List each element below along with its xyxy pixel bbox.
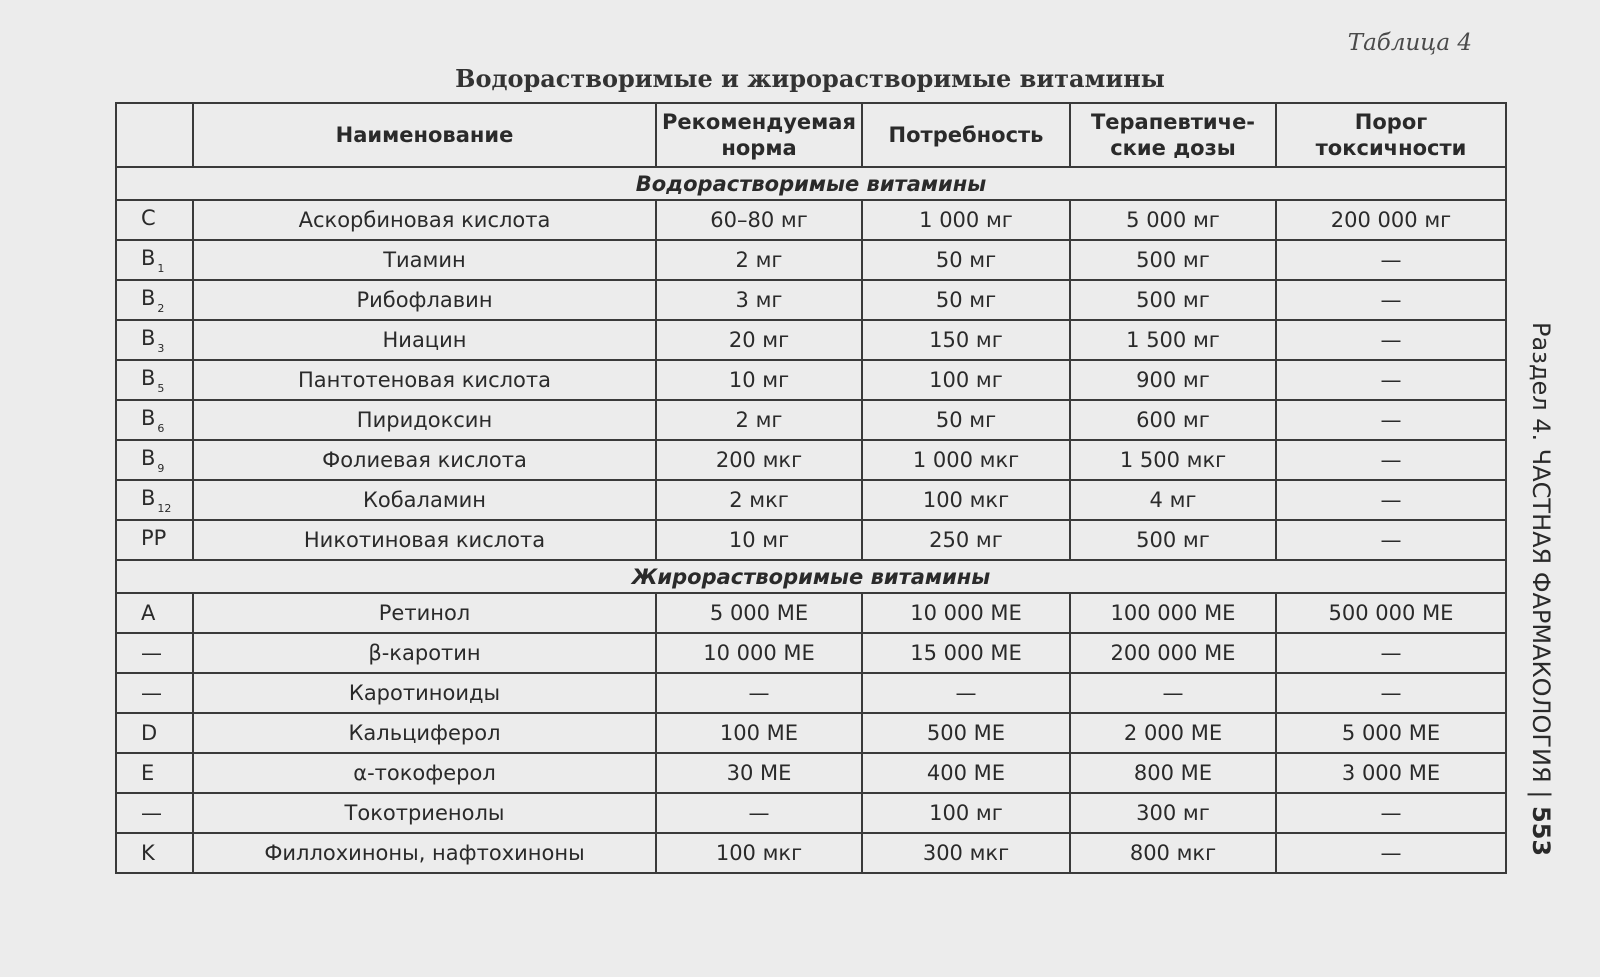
vitamin-name: Рибофлавин: [193, 280, 656, 320]
vitamin-letter: B: [141, 365, 156, 390]
therapeutic-dose: 600 мг: [1070, 400, 1276, 440]
vitamin-code: —: [116, 793, 193, 833]
table-row: [116, 593, 1506, 633]
vitamin-code: E: [116, 753, 193, 793]
vitamin-code: [116, 320, 193, 360]
therapeutic-dose: 1 500 мг: [1070, 320, 1276, 360]
requirement: 15 000 МЕ: [862, 633, 1070, 673]
table-row: [116, 240, 1506, 280]
section-water-soluble: Водорастворимые витамины: [116, 167, 1506, 200]
therapeutic-dose: 1 500 мкг: [1070, 440, 1276, 480]
recommended-norm: 5 000 МЕ: [656, 593, 862, 633]
page-number: 553: [1527, 806, 1555, 857]
therapeutic-dose: 500 мг: [1070, 280, 1276, 320]
table-row: [116, 400, 1506, 440]
therapeutic-dose: —: [1070, 673, 1276, 713]
therapeutic-dose: 900 мг: [1070, 360, 1276, 400]
table-row: [116, 480, 1506, 520]
vitamin-subscript: 6: [157, 421, 165, 435]
vitamin-name: Никотиновая кислота: [193, 520, 656, 560]
requirement: 300 мкг: [862, 833, 1070, 873]
vitamin-subscript: 3: [157, 341, 165, 355]
recommended-norm: 30 МЕ: [656, 753, 862, 793]
table-row: [116, 633, 1506, 673]
vitamin-letter: B: [141, 325, 156, 350]
vitamin-subscript: 12: [157, 501, 172, 515]
section-row: [116, 560, 1506, 593]
vitamin-name: α-токоферол: [193, 753, 656, 793]
vitamin-subscript: 2: [157, 301, 165, 315]
toxicity-threshold: 5 000 МЕ: [1276, 713, 1506, 753]
table-number-label: Таблица 4: [1347, 30, 1472, 56]
requirement: 1 000 мкг: [862, 440, 1070, 480]
toxicity-threshold: —: [1276, 793, 1506, 833]
recommended-norm: 2 мг: [656, 400, 862, 440]
table-row: [116, 200, 1506, 240]
vitamin-code: [116, 280, 193, 320]
toxicity-threshold: 200 000 мг: [1276, 200, 1506, 240]
vitamin-name: Аскорбиновая кислота: [193, 200, 656, 240]
vitamin-name: Кальциферол: [193, 713, 656, 753]
vitamin-code: D: [116, 713, 193, 753]
vitamin-letter: B: [141, 485, 156, 510]
vitamin-name: Филлохиноны, нафтохиноны: [193, 833, 656, 873]
vitamin-name: Каротиноиды: [193, 673, 656, 713]
toxicity-threshold: —: [1276, 360, 1506, 400]
toxicity-threshold: 500 000 МЕ: [1276, 593, 1506, 633]
requirement: 50 мг: [862, 400, 1070, 440]
vitamin-code: [116, 400, 193, 440]
recommended-norm: 100 мкг: [656, 833, 862, 873]
requirement: 400 МЕ: [862, 753, 1070, 793]
vitamin-name: Ниацин: [193, 320, 656, 360]
table-row: [116, 440, 1506, 480]
vitamin-code: [116, 520, 193, 560]
table-row: [116, 673, 1506, 713]
table-row: [116, 833, 1506, 873]
table-header-row: [116, 103, 1506, 167]
recommended-norm: 2 мг: [656, 240, 862, 280]
toxicity-threshold: —: [1276, 240, 1506, 280]
vitamin-name: Фолиевая кислота: [193, 440, 656, 480]
recommended-norm: 2 мкг: [656, 480, 862, 520]
toxicity-threshold: —: [1276, 480, 1506, 520]
vitamin-code: [116, 480, 193, 520]
column-header-need: Потребность: [862, 103, 1070, 167]
requirement: 150 мг: [862, 320, 1070, 360]
vitamin-subscript: 1: [157, 261, 165, 275]
vitamin-name: Тиамин: [193, 240, 656, 280]
therapeutic-dose: 800 мкг: [1070, 833, 1276, 873]
requirement: —: [862, 673, 1070, 713]
vitamin-code: [116, 440, 193, 480]
column-header-name: Наименование: [193, 103, 656, 167]
recommended-norm: 3 мг: [656, 280, 862, 320]
table-row: [116, 713, 1506, 753]
section-row: [116, 167, 1506, 200]
toxicity-threshold: —: [1276, 520, 1506, 560]
vitamin-code: —: [116, 633, 193, 673]
vitamin-letter: C: [141, 205, 156, 230]
vitamin-subscript: 9: [157, 461, 165, 475]
therapeutic-dose: 200 000 МЕ: [1070, 633, 1276, 673]
toxicity-threshold: —: [1276, 440, 1506, 480]
requirement: 50 мг: [862, 240, 1070, 280]
recommended-norm: 200 мкг: [656, 440, 862, 480]
vitamin-code: K: [116, 833, 193, 873]
table-title: Водорастворимые и жирорастворимые витамины: [455, 64, 1165, 93]
vitamin-name: β-каротин: [193, 633, 656, 673]
column-header-code: [116, 103, 193, 167]
toxicity-threshold: —: [1276, 673, 1506, 713]
therapeutic-dose: 100 000 МЕ: [1070, 593, 1276, 633]
vitamin-name: Токотриенолы: [193, 793, 656, 833]
vitamin-letter: B: [141, 445, 156, 470]
vitamin-letter: B: [141, 405, 156, 430]
column-header-therapeutic: Терапевтиче- ские дозы: [1070, 103, 1276, 167]
vitamin-code: [116, 240, 193, 280]
table-row: [116, 280, 1506, 320]
vitamin-letter: B: [141, 285, 156, 310]
recommended-norm: —: [656, 793, 862, 833]
requirement: 100 мг: [862, 360, 1070, 400]
vitamin-letter: B: [141, 245, 156, 270]
recommended-norm: 10 мг: [656, 360, 862, 400]
toxicity-threshold: —: [1276, 320, 1506, 360]
vitamin-letter: PP: [141, 525, 167, 550]
recommended-norm: —: [656, 673, 862, 713]
requirement: 100 мг: [862, 793, 1070, 833]
requirement: 1 000 мг: [862, 200, 1070, 240]
table-row: [116, 753, 1506, 793]
therapeutic-dose: 5 000 мг: [1070, 200, 1276, 240]
vitamins-table: [115, 102, 1507, 874]
vitamin-name: Пиридоксин: [193, 400, 656, 440]
toxicity-threshold: 3 000 МЕ: [1276, 753, 1506, 793]
column-header-norm: Рекомендуемая норма: [656, 103, 862, 167]
recommended-norm: 60–80 мг: [656, 200, 862, 240]
requirement: 50 мг: [862, 280, 1070, 320]
requirement: 10 000 МЕ: [862, 593, 1070, 633]
vitamin-name: Пантотеновая кислота: [193, 360, 656, 400]
therapeutic-dose: 2 000 МЕ: [1070, 713, 1276, 753]
recommended-norm: 10 мг: [656, 520, 862, 560]
vitamin-code: A: [116, 593, 193, 633]
table-row: [116, 520, 1506, 560]
therapeutic-dose: 500 мг: [1070, 240, 1276, 280]
toxicity-threshold: —: [1276, 833, 1506, 873]
recommended-norm: 10 000 МЕ: [656, 633, 862, 673]
recommended-norm: 20 мг: [656, 320, 862, 360]
toxicity-threshold: —: [1276, 280, 1506, 320]
vitamin-subscript: 5: [157, 381, 165, 395]
vitamin-code: [116, 200, 193, 240]
table-row: [116, 320, 1506, 360]
column-header-toxic: Порог токсичности: [1276, 103, 1506, 167]
recommended-norm: 100 МЕ: [656, 713, 862, 753]
toxicity-threshold: —: [1276, 633, 1506, 673]
therapeutic-dose: 4 мг: [1070, 480, 1276, 520]
vitamin-name: Ретинол: [193, 593, 656, 633]
toxicity-threshold: —: [1276, 400, 1506, 440]
vitamin-name: Кобаламин: [193, 480, 656, 520]
section-fat-soluble: Жирорастворимые витамины: [116, 560, 1506, 593]
therapeutic-dose: 500 мг: [1070, 520, 1276, 560]
requirement: 250 мг: [862, 520, 1070, 560]
running-header: [1506, 322, 1576, 882]
vitamin-code: [116, 360, 193, 400]
requirement: 500 МЕ: [862, 713, 1070, 753]
separator: |: [1527, 790, 1555, 807]
requirement: 100 мкг: [862, 480, 1070, 520]
therapeutic-dose: 800 МЕ: [1070, 753, 1276, 793]
table-row: [116, 793, 1506, 833]
vitamin-code: —: [116, 673, 193, 713]
table-row: [116, 360, 1506, 400]
section-title: Раздел 4. ЧАСТНАЯ ФАРМАКОЛОГИЯ: [1527, 322, 1555, 783]
therapeutic-dose: 300 мг: [1070, 793, 1276, 833]
